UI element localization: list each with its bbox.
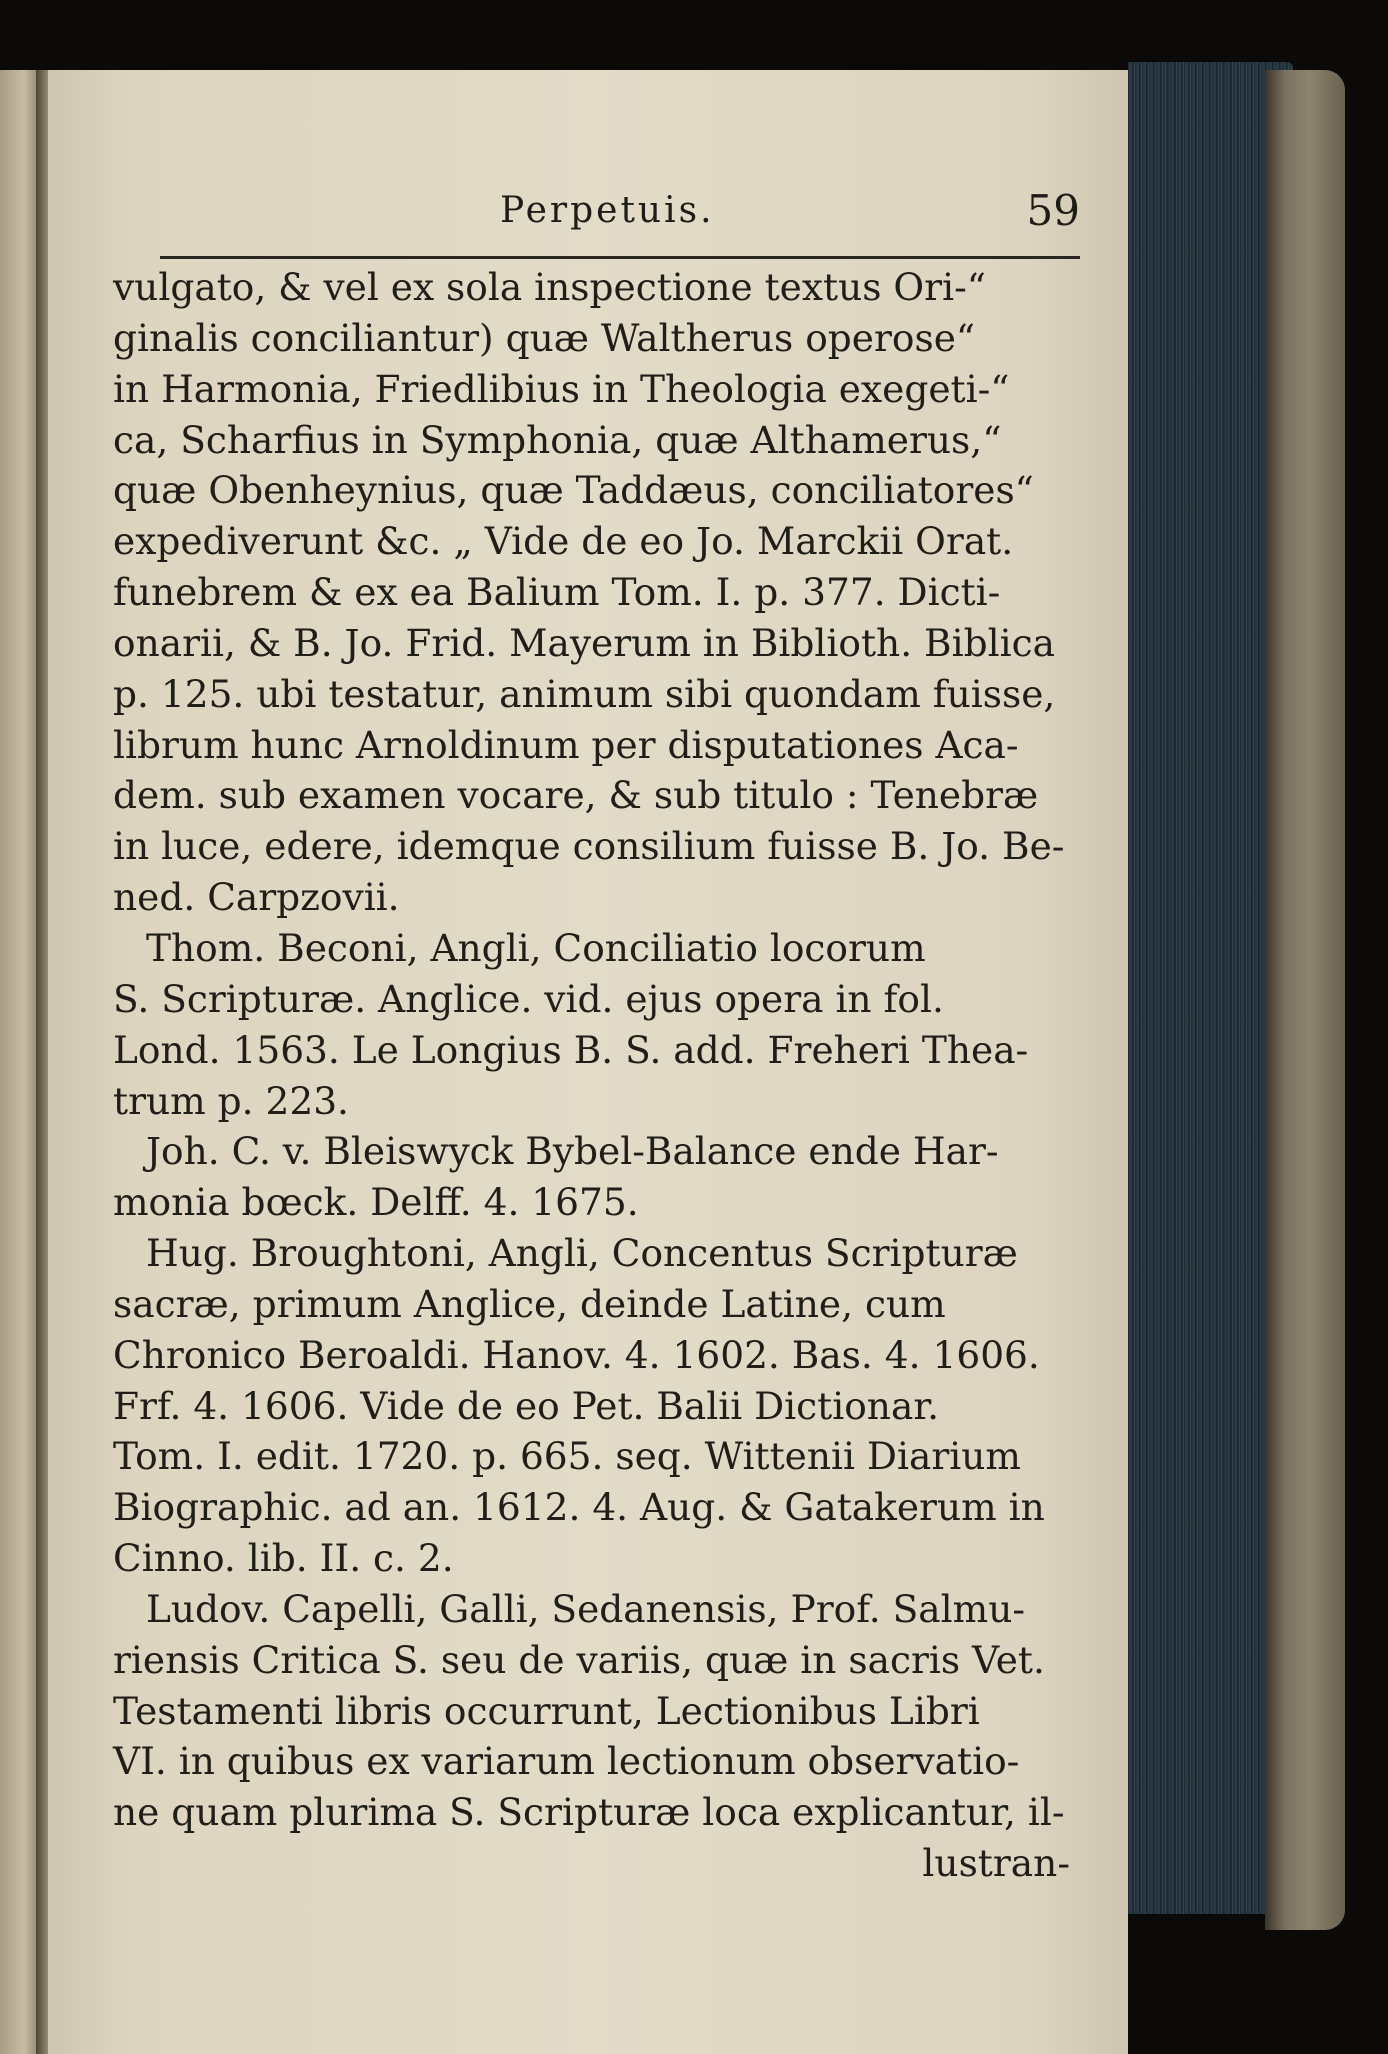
text-line: Lond. 1563. Le Longius B. S. add. Freheri Thea-: [113, 1027, 1029, 1072]
entry-heading-line: Hug. Broughtoni, Angli, Concentus Scripturæ: [146, 1231, 1018, 1276]
text-line: onarii, & B. Jo. Frid. Mayerum in Biblioth. Biblica: [113, 620, 1055, 665]
text-line: ginalis conciliantur) quæ Waltherus operose“: [113, 315, 976, 360]
text-line: in Harmonia, Friedlibius in Theologia exegeti-“: [113, 366, 1010, 411]
running-title: Perpetuis.: [500, 190, 715, 231]
entry-heading-line: Ludov. Capelli, Galli, Sedanensis, Prof. Salmu-: [146, 1586, 1026, 1631]
text-line: dem. sub examen vocare, & sub titulo : Tenebræ: [113, 773, 1039, 818]
body-text: [113, 262, 1070, 1889]
text-line: monia bœck. Delff. 4. 1675.: [113, 1180, 639, 1225]
text-line: expediverunt &c. „ Vide de eo Jo. Marckii Orat.: [113, 519, 1014, 564]
text-line: sacræ, primum Anglice, deinde Latine, cum: [113, 1281, 946, 1326]
page-number: 59: [1026, 186, 1080, 235]
header-rule: [160, 256, 1080, 259]
text-line: Tom. I. edit. 1720. p. 665. seq. Wittenii Diarium: [113, 1434, 1021, 1479]
previous-page-edge: [0, 70, 40, 2054]
text-line: librum hunc Arnoldinum per disputationes Aca-: [113, 722, 1019, 767]
catchword-line: [113, 1838, 1070, 1889]
text-line: funebrem & ex ea Balium Tom. I. p. 377. Dicti-: [113, 570, 1001, 615]
text-line: Cinno. lib. II. c. 2.: [113, 1536, 454, 1581]
text-line: vulgato, & vel ex sola inspectione textus Ori-“: [113, 265, 986, 309]
entry-heading-line: Joh. C. v. Bleiswyck Bybel-Balance ende Har-: [146, 1129, 999, 1174]
entry-heading-line: Thom. Beconi, Angli, Conciliatio locorum: [146, 925, 926, 970]
text-line: riensis Critica S. seu de variis, quæ in sacris Vet.: [113, 1637, 1045, 1682]
text-line: quæ Obenheynius, quæ Taddæus, conciliatores“: [113, 468, 1034, 513]
text-line: Biographic. ad an. 1612. 4. Aug. & Gatakerum in: [113, 1485, 1045, 1530]
book-cover-edge: [1265, 70, 1345, 1930]
page-header: [160, 186, 1080, 246]
text-line: trum p. 223.: [113, 1078, 349, 1123]
text-line: in luce, edere, idemque consilium fuisse B. Jo. Be-: [113, 824, 1065, 869]
text-line: ned. Carpzovii.: [113, 875, 400, 920]
text-line: ne quam plurima S. Scripturæ loca explicantur, il-: [113, 1790, 1065, 1835]
text-line: ca, Scharfius in Symphonia, quæ Althamerus,“: [113, 417, 1002, 462]
text-line: VI. in quibus ex variarum lectionum observatio-: [113, 1739, 1020, 1784]
text-line: p. 125. ubi testatur, animum sibi quondam fuisse,: [113, 671, 1056, 716]
text-line: Testamenti libris occurrunt, Lectionibus Libri: [113, 1688, 980, 1733]
text-line: Chronico Beroaldi. Hanov. 4. 1602. Bas. 4. 1606.: [113, 1332, 1040, 1377]
text-line: Frf. 4. 1606. Vide de eo Pet. Balii Dictionar.: [113, 1383, 940, 1428]
text-line: S. Scripturæ. Anglice. vid. ejus opera in fol.: [113, 976, 944, 1021]
catchword: lustran-: [922, 1841, 1070, 1886]
